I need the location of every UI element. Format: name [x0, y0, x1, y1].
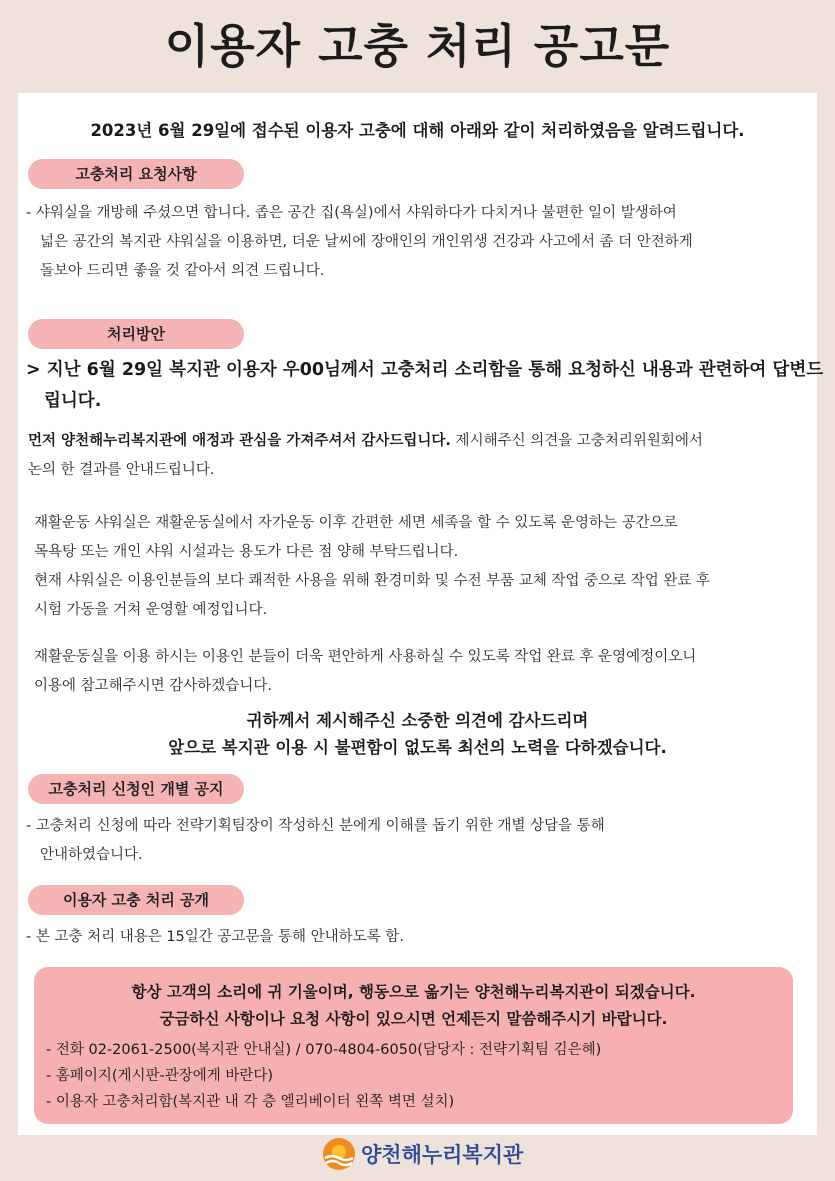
body2-line: 이용에 참고해주시면 감사하겠습니다. [34, 678, 272, 694]
thanks-strong: 먼저 양천해누리복지관에 애정과 관심을 가져주셔서 감사드립니다. [28, 433, 451, 449]
body-line: 재활운동 샤워실은 재활운동실에서 자가운동 이후 간편한 세면 세족을 할 수 있도록 운영하는 공간으로 [34, 515, 678, 531]
contact-item-box: - 이용자 고충처리함(복지관 내 각 층 엘리베이터 왼쪽 벽면 설치) [46, 1094, 455, 1110]
contact-box [34, 967, 793, 1124]
disclosure-line: - 본 고충 처리 내용은 15일간 공고문을 통해 안내하도록 함. [26, 929, 404, 945]
intro-text: 2023년 6월 29일에 접수된 이용자 고충에 대해 아래와 같이 처리하였음을 알려드립니다. [90, 121, 745, 140]
thanks-rest: 제시해주신 의견을 고충처리위원회에서 [450, 433, 703, 449]
contact-list [46, 1037, 786, 1115]
body-line: 시험 가동을 거쳐 운영할 예정입니다. [34, 602, 268, 618]
disclosure-text [26, 923, 811, 952]
individual-line: 안내하였습니다. [40, 847, 143, 863]
page-title: 이용자 고충 처리 공고문 [164, 19, 671, 73]
body-line: 목욕탕 또는 개인 샤워 시설과는 용도가 다른 점 양해 부탁드립니다. [34, 544, 459, 560]
section-label-individual: 고충처리 신청인 개별 공지 [28, 774, 244, 804]
method-body2 [34, 643, 814, 701]
closing-message [18, 707, 817, 761]
contact-item-homepage: - 홈페이지(게시판-관장에게 바란다) [46, 1068, 274, 1084]
method-body [34, 509, 814, 625]
request-line: 돌보아 드리면 좋을 것 같아서 의견 드립니다. [40, 263, 325, 279]
thanks-line2: 논의 한 결과를 안내드립니다. [28, 462, 215, 478]
individual-text [26, 812, 811, 870]
contact-heading-line: 궁금하신 사항이나 요청 사항이 있으시면 언제든지 말씀해주시기 바랍니다. [159, 1010, 668, 1028]
closing-line: 귀하께서 제시해주신 소중한 의견에 감사드리며 [246, 711, 589, 730]
answer-heading: > 지난 6월 29일 복지관 이용자 우00님께서 고충처리 소리함을 통해 요청하신 내용과 관련하여 답변드립니다. [26, 360, 824, 411]
request-text [26, 199, 811, 286]
method-thanks [28, 427, 813, 485]
footer-logo [322, 1136, 523, 1172]
closing-line: 앞으로 복지관 이용 시 불편함이 없도록 최선의 노력을 다하겠습니다. [168, 738, 667, 757]
body-line: 현재 샤워실은 이용인분들의 보다 쾌적한 사용을 위해 환경미화 및 수전 부품 교체 작업 중으로 작업 완료 후 [34, 573, 711, 589]
body2-line: 재활운동실을 이용 하시는 이용인 분들이 더욱 편안하게 사용하실 수 있도록 작업 완료 후 운영예정이오니 [34, 649, 697, 665]
sun-over-wave-logo-icon [322, 1137, 356, 1171]
contact-heading-line: 항상 고객의 소리에 귀 기울이며, 행동으로 옮기는 양천해누리복지관이 되겠습니다. [131, 983, 696, 1001]
request-line: - 샤워실을 개방해 주셨으면 합니다. 좁은 공간 집(욕실)에서 샤워하다가 다치거나 불편한 일이 발생하여 [26, 205, 677, 221]
section-label-disclosure: 이용자 고충 처리 공개 [28, 885, 244, 915]
section-label-request: 고충처리 요청사항 [28, 159, 244, 189]
section-label-method: 처리방안 [28, 319, 244, 349]
contact-item-phone: - 전화 02-2061-2500(복지관 안내실) / 070-4804-6050(담당자 : 전략기획팀 김은혜) [46, 1042, 602, 1058]
logo-text: 양천해누리복지관 [361, 1142, 524, 1167]
individual-line: - 고충처리 신청에 따라 전략기획팀장이 작성하신 분에게 이해를 돕기 위한 개별 상담을 통해 [26, 818, 605, 834]
request-line: 넓은 공간의 복지관 샤워실을 이용하면, 더운 날씨에 장애인의 개인위생 건강과 사고에서 좀 더 안전하게 [40, 234, 693, 250]
contact-heading [34, 979, 793, 1033]
notice-panel [18, 93, 824, 1135]
